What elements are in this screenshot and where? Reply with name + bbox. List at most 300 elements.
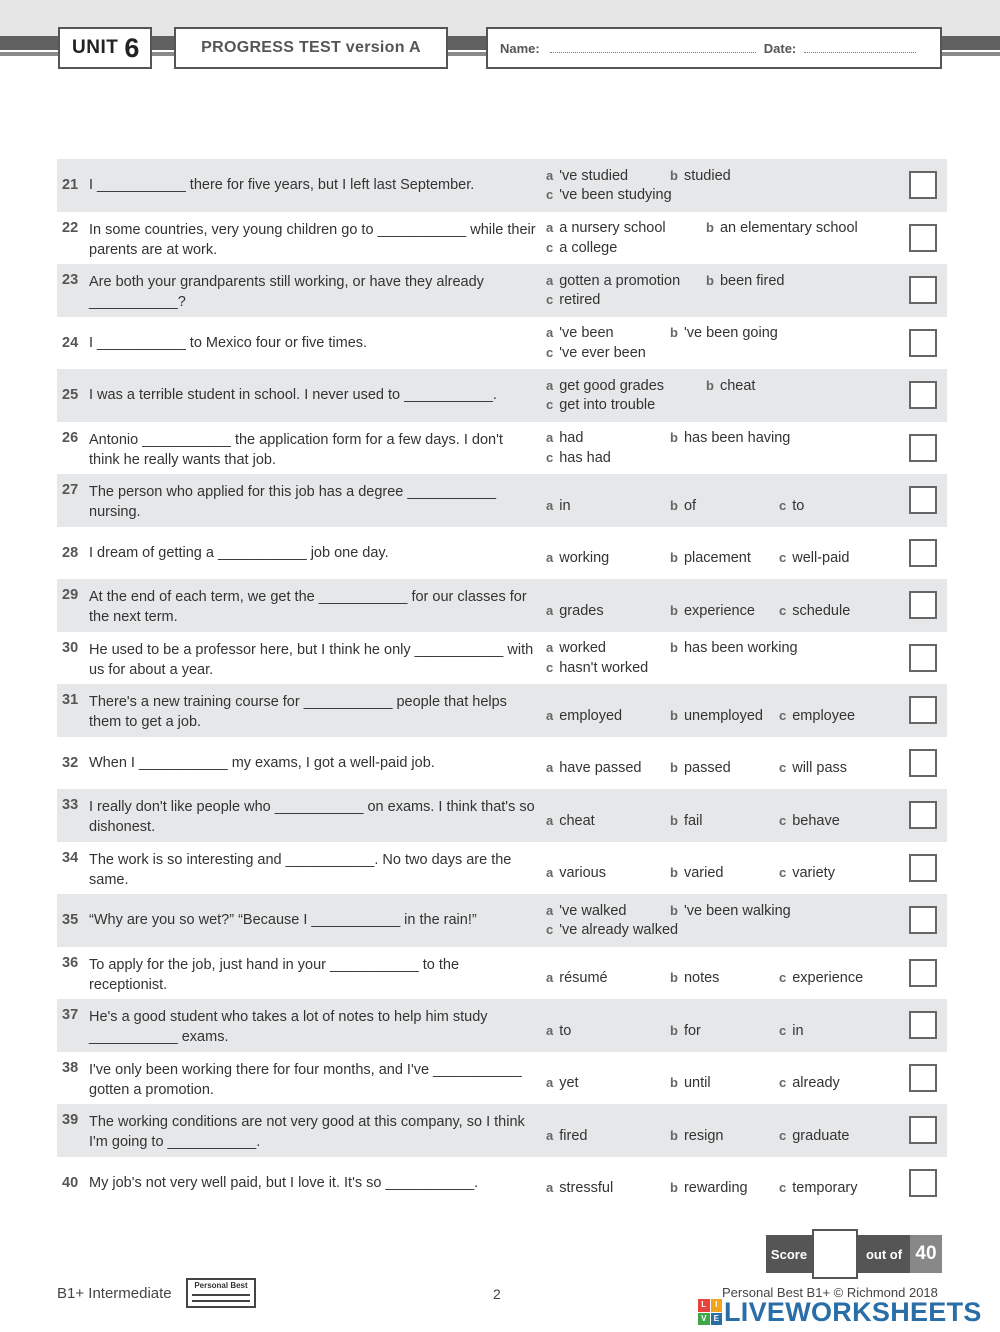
option-letter: c (546, 922, 554, 938)
option-a (546, 428, 583, 449)
option-letter: b (670, 707, 678, 723)
question-row (57, 684, 947, 737)
option-b (670, 166, 731, 187)
date-label: Date: (763, 40, 797, 56)
score-input[interactable] (812, 1229, 858, 1279)
question-text: Are both your grandparents still working, or have they already ___________? (89, 274, 484, 310)
answer-options (546, 218, 906, 257)
answer-options (546, 1116, 906, 1146)
option-letter: b (670, 1022, 678, 1038)
question-row (57, 947, 947, 1000)
option-text: stressful (559, 1180, 614, 1196)
option-text: have passed (559, 760, 642, 776)
option-letter: a (546, 550, 554, 565)
option-text: to (559, 1022, 572, 1039)
option-b (706, 271, 784, 292)
question-row (57, 369, 947, 422)
option-c (546, 658, 648, 679)
score-total: 40 (910, 1235, 942, 1273)
option-text: yet (559, 1075, 579, 1091)
option-letter: a (546, 1180, 554, 1195)
option-a (546, 811, 595, 832)
option-text: will pass (792, 760, 848, 776)
option-text: 've ever been (559, 344, 646, 361)
option-letter: c (779, 707, 787, 723)
option-text: temporary (792, 1180, 858, 1196)
answer-box[interactable] (909, 224, 937, 252)
option-a (546, 638, 606, 659)
option-a (546, 376, 664, 397)
option-letter: c (779, 1180, 787, 1195)
option-c (779, 706, 855, 727)
answer-box[interactable] (909, 591, 937, 619)
answer-options (546, 166, 906, 205)
option-letter: b (670, 640, 678, 656)
option-letter: b (670, 325, 678, 341)
question-number: 33 (62, 797, 79, 813)
answer-options (546, 271, 906, 310)
question-text: At the end of each term, we get the ___________ for our classes for the next term. (89, 589, 527, 625)
date-field[interactable] (804, 43, 916, 53)
question-text: The person who applied for this job has a degree ___________ nursing. (89, 484, 497, 520)
option-c (546, 238, 617, 259)
question-text: I ___________ there for five years, but I left last September. (89, 177, 475, 194)
option-c (779, 1178, 858, 1199)
option-text: has been working (683, 640, 798, 657)
option-b (670, 1126, 723, 1147)
option-letter: a (546, 220, 554, 236)
question-text: I've only been working there for four months, and I've ___________ gotten a promotion. (89, 1061, 522, 1098)
name-label: Name: (500, 40, 540, 56)
question-row (57, 527, 947, 580)
option-text: retired (559, 292, 601, 309)
option-letter: b (670, 167, 678, 183)
option-letter: c (546, 659, 554, 675)
question-row (57, 212, 947, 265)
option-letter: c (546, 344, 554, 360)
question-number: 38 (62, 1059, 79, 1076)
option-a (546, 323, 614, 344)
option-c (779, 496, 804, 517)
answer-box[interactable] (909, 854, 937, 882)
option-c (779, 1126, 849, 1147)
question-row (57, 999, 947, 1052)
option-c (779, 1021, 804, 1042)
option-c (546, 448, 611, 469)
answer-box[interactable] (909, 381, 937, 409)
liveworksheets-icon: L I V E (698, 1299, 722, 1325)
answer-options (546, 428, 906, 467)
question-number: 25 (62, 387, 79, 404)
option-text: grades (559, 602, 604, 619)
answer-options (546, 1011, 906, 1041)
option-letter: a (546, 167, 554, 183)
option-text: a nursery school (559, 220, 666, 237)
option-text: a college (559, 239, 618, 256)
question-row (57, 1104, 947, 1157)
option-letter: b (670, 430, 678, 446)
question-text: He used to be a professor here, but I think he only ___________ with us for about a year. (89, 641, 534, 678)
option-letter: b (670, 1127, 678, 1143)
unit-label: UNIT (72, 37, 119, 58)
question-text: In some countries, very young children go to ___________ while their parents are at work. (89, 221, 536, 258)
answer-box[interactable] (909, 276, 937, 304)
option-a (546, 1021, 571, 1042)
out-of-label: out of (858, 1235, 910, 1273)
option-a (546, 166, 628, 187)
question-number: 37 (62, 1007, 79, 1023)
option-text: various (559, 865, 606, 881)
option-letter: b (706, 272, 714, 288)
question-number: 26 (62, 429, 79, 446)
option-letter: a (546, 325, 554, 341)
option-letter: a (546, 272, 554, 288)
answer-box[interactable] (909, 486, 937, 514)
option-text: been fired (719, 272, 785, 289)
question-number: 40 (62, 1174, 79, 1191)
question-row (57, 894, 947, 947)
answer-options (546, 486, 906, 516)
answer-options (546, 538, 906, 568)
option-letter: c (546, 397, 554, 413)
question-row (57, 317, 947, 370)
option-text: hasn't worked (559, 659, 649, 676)
option-text: passed (683, 760, 731, 776)
option-text: 've been walking (683, 902, 791, 919)
question-number: 22 (62, 219, 79, 236)
question-row (57, 737, 947, 790)
option-letter: c (546, 187, 554, 203)
option-text: 've been going (683, 325, 778, 342)
question-row (57, 1052, 947, 1105)
option-letter: c (779, 1127, 787, 1143)
option-letter: a (546, 602, 554, 618)
question-number: 35 (62, 912, 79, 929)
option-a (546, 271, 680, 292)
answer-box[interactable] (909, 171, 937, 199)
option-text: experience (792, 970, 864, 986)
option-text: in (792, 1022, 804, 1039)
option-letter: b (670, 1180, 678, 1195)
option-a (546, 496, 571, 517)
option-letter: a (546, 760, 554, 775)
test-title: PROGRESS TEST version A (174, 27, 448, 69)
option-c (779, 1073, 840, 1094)
question-text: “Why are you so wet?” “Because I ___________ in the rain!” (89, 912, 477, 929)
option-text: graduate (792, 1127, 850, 1144)
question-number: 34 (62, 849, 79, 866)
answer-box[interactable] (909, 801, 937, 829)
option-b (670, 706, 763, 727)
option-letter: a (546, 640, 554, 656)
question-text: To apply for the job, just hand in your ___________ to the receptionist. (89, 956, 460, 993)
option-letter: a (546, 377, 554, 393)
question-row (57, 159, 947, 212)
option-text: an elementary school (719, 220, 858, 237)
question-text: I dream of getting a ___________ job one day. (89, 544, 389, 561)
question-row (57, 842, 947, 895)
answer-box[interactable] (909, 1064, 937, 1092)
liveworksheets-watermark (698, 1296, 982, 1328)
option-c (779, 548, 849, 569)
answer-options (546, 958, 906, 988)
option-b (670, 638, 798, 659)
answer-box[interactable] (909, 1011, 937, 1039)
option-text: employee (792, 707, 856, 724)
option-letter: b (670, 970, 678, 985)
option-letter: a (546, 812, 554, 828)
option-letter: c (779, 602, 787, 618)
question-text: The work is so interesting and ___________. No two days are the same. (89, 851, 512, 888)
unit-number: 6 (124, 32, 140, 63)
answer-box[interactable] (909, 696, 937, 724)
option-a (546, 601, 604, 622)
option-a (546, 901, 626, 922)
option-text: employed (559, 707, 623, 724)
question-number: 28 (62, 544, 79, 561)
option-text: variety (792, 865, 835, 881)
answer-options (546, 748, 906, 778)
option-b (706, 376, 755, 397)
option-letter: a (546, 865, 554, 880)
option-text: 've already walked (559, 922, 679, 939)
answer-options (546, 696, 906, 726)
option-b (670, 901, 791, 922)
option-letter: b (706, 377, 714, 393)
option-letter: a (546, 497, 554, 513)
answer-options (546, 591, 906, 621)
option-text: get into trouble (559, 397, 656, 414)
option-b (670, 968, 719, 989)
option-b (670, 1073, 711, 1094)
option-letter: b (670, 812, 678, 828)
option-letter: c (779, 970, 787, 985)
question-number: 21 (62, 177, 79, 194)
option-letter: c (779, 760, 787, 775)
option-a (546, 218, 666, 239)
question-number: 30 (62, 639, 79, 656)
option-letter: c (779, 550, 787, 565)
question-row (57, 422, 947, 475)
option-letter: c (779, 812, 787, 828)
option-letter: c (779, 497, 787, 513)
option-text: until (683, 1075, 711, 1091)
page-number: 2 (493, 1286, 501, 1302)
answer-box[interactable] (909, 959, 937, 987)
option-text: rewarding (683, 1180, 748, 1196)
option-letter: b (670, 865, 678, 880)
question-row (57, 789, 947, 842)
option-text: varied (683, 865, 724, 881)
option-b (670, 811, 703, 832)
option-text: cheat (719, 377, 756, 394)
option-letter: c (779, 865, 787, 880)
question-text: I ___________ to Mexico four or five times. (89, 334, 368, 351)
score-label: Score (766, 1235, 812, 1273)
option-text: for (683, 1022, 701, 1039)
option-letter: b (670, 760, 678, 775)
option-b (670, 1021, 701, 1042)
option-text: worked (559, 640, 606, 657)
option-c (546, 920, 678, 941)
option-c (779, 758, 847, 779)
question-row (57, 264, 947, 317)
option-c (779, 863, 835, 884)
logo-bars (192, 1294, 250, 1302)
question-number: 39 (62, 1112, 79, 1128)
answer-box[interactable] (909, 329, 937, 357)
question-text: There's a new training course for ___________ people that helps them to get a job. (89, 694, 507, 730)
option-letter: a (546, 902, 554, 918)
question-row (57, 579, 947, 632)
option-text: fail (683, 812, 703, 829)
copyright: Personal Best B1+ © Richmond 2018 (722, 1285, 938, 1300)
option-text: get good grades (559, 377, 665, 394)
watermark-text: LIVEWORKSHEETS (724, 1296, 982, 1327)
answer-options (546, 901, 906, 940)
name-field[interactable] (550, 43, 756, 53)
answer-box[interactable] (909, 1116, 937, 1144)
option-letter: a (546, 1075, 554, 1090)
question-text: My job's not very well paid, but I love it. It's so ___________. (89, 1174, 479, 1191)
question-text: I really don't like people who ___________ on exams. I think that's so dishonest. (89, 799, 535, 835)
option-text: 've studied (559, 167, 629, 184)
option-b (670, 863, 723, 884)
answer-options (546, 376, 906, 415)
option-text: experience (683, 602, 755, 619)
option-letter: b (670, 602, 678, 618)
option-text: had (559, 430, 584, 447)
option-letter: a (546, 1127, 554, 1143)
option-text: to (792, 497, 805, 514)
option-c (546, 290, 600, 311)
question-text: When I ___________ my exams, I got a well-paid job. (89, 754, 435, 771)
option-a (546, 758, 641, 779)
option-c (546, 343, 646, 364)
answer-options (546, 853, 906, 883)
option-text: unemployed (683, 707, 763, 724)
option-letter: c (546, 239, 554, 255)
question-number: 23 (62, 272, 79, 288)
question-row (57, 632, 947, 685)
option-a (546, 1126, 587, 1147)
option-text: gotten a promotion (559, 272, 681, 289)
option-b (670, 323, 778, 344)
question-number: 32 (62, 754, 79, 771)
option-a (546, 706, 622, 727)
option-text: has had (559, 449, 611, 466)
option-text: 've been (559, 325, 614, 342)
answer-options (546, 1168, 906, 1198)
answer-options (546, 323, 906, 362)
answer-options (546, 1063, 906, 1093)
answer-box[interactable] (909, 906, 937, 934)
option-text: notes (683, 970, 720, 986)
option-text: studied (683, 167, 731, 184)
option-text: behave (792, 812, 840, 829)
option-text: already (792, 1075, 840, 1091)
question-number: 24 (62, 334, 79, 351)
option-text: in (559, 497, 571, 514)
option-text: cheat (559, 812, 595, 829)
answer-box[interactable] (909, 1169, 937, 1197)
answer-box[interactable] (909, 749, 937, 777)
option-letter: b (706, 220, 714, 236)
option-b (670, 758, 731, 779)
option-letter: b (670, 902, 678, 918)
option-letter: a (546, 707, 554, 723)
level-label: B1+ Intermediate (57, 1285, 172, 1302)
option-letter: c (546, 449, 554, 465)
option-text: 've walked (559, 902, 627, 919)
logo-text: Personal Best (194, 1281, 248, 1290)
option-letter: b (670, 550, 678, 565)
option-a (546, 1073, 579, 1094)
question-number: 29 (62, 587, 79, 603)
option-text: schedule (792, 602, 851, 619)
question-row (57, 1157, 947, 1210)
option-a (546, 968, 608, 989)
question-number: 27 (62, 482, 79, 498)
option-b (670, 1178, 748, 1199)
option-a (546, 863, 606, 884)
option-text: has been having (683, 430, 791, 447)
question-number: 31 (62, 692, 79, 708)
answer-options (546, 638, 906, 677)
personal-best-logo (186, 1278, 256, 1308)
option-text: of (683, 497, 697, 514)
option-c (546, 185, 672, 206)
option-b (670, 548, 751, 569)
score-box (766, 1235, 942, 1273)
option-letter: c (779, 1022, 787, 1038)
option-b (670, 496, 696, 517)
option-letter: a (546, 970, 554, 985)
option-text: placement (683, 550, 751, 566)
option-a (546, 1178, 613, 1199)
option-letter: a (546, 1022, 554, 1038)
option-text: working (559, 550, 610, 566)
option-b (706, 218, 858, 239)
option-text: well-paid (792, 550, 850, 566)
question-row (57, 474, 947, 527)
answer-box[interactable] (909, 434, 937, 462)
option-letter: c (546, 292, 554, 308)
question-text: The working conditions are not very good at this company, so I think I'm going to ___________. (89, 1114, 525, 1150)
answer-box[interactable] (909, 539, 937, 567)
option-c (546, 395, 655, 416)
question-number: 36 (62, 954, 79, 971)
answer-box[interactable] (909, 644, 937, 672)
option-a (546, 548, 609, 569)
answer-options (546, 801, 906, 831)
option-b (670, 601, 755, 622)
option-c (779, 968, 863, 989)
unit-box (58, 27, 152, 69)
option-letter: b (670, 1075, 678, 1090)
option-letter: a (546, 430, 554, 446)
option-b (670, 428, 790, 449)
option-text: resign (683, 1127, 724, 1144)
option-text: fired (559, 1127, 588, 1144)
option-text: 've been studying (559, 187, 672, 204)
question-list (57, 159, 947, 1209)
question-text: I was a terrible student in school. I never used to ___________. (89, 387, 497, 404)
option-letter: c (779, 1075, 787, 1090)
question-text: He's a good student who takes a lot of notes to help him study ___________ exams. (89, 1009, 488, 1045)
option-text: résumé (559, 970, 608, 986)
option-c (779, 811, 840, 832)
